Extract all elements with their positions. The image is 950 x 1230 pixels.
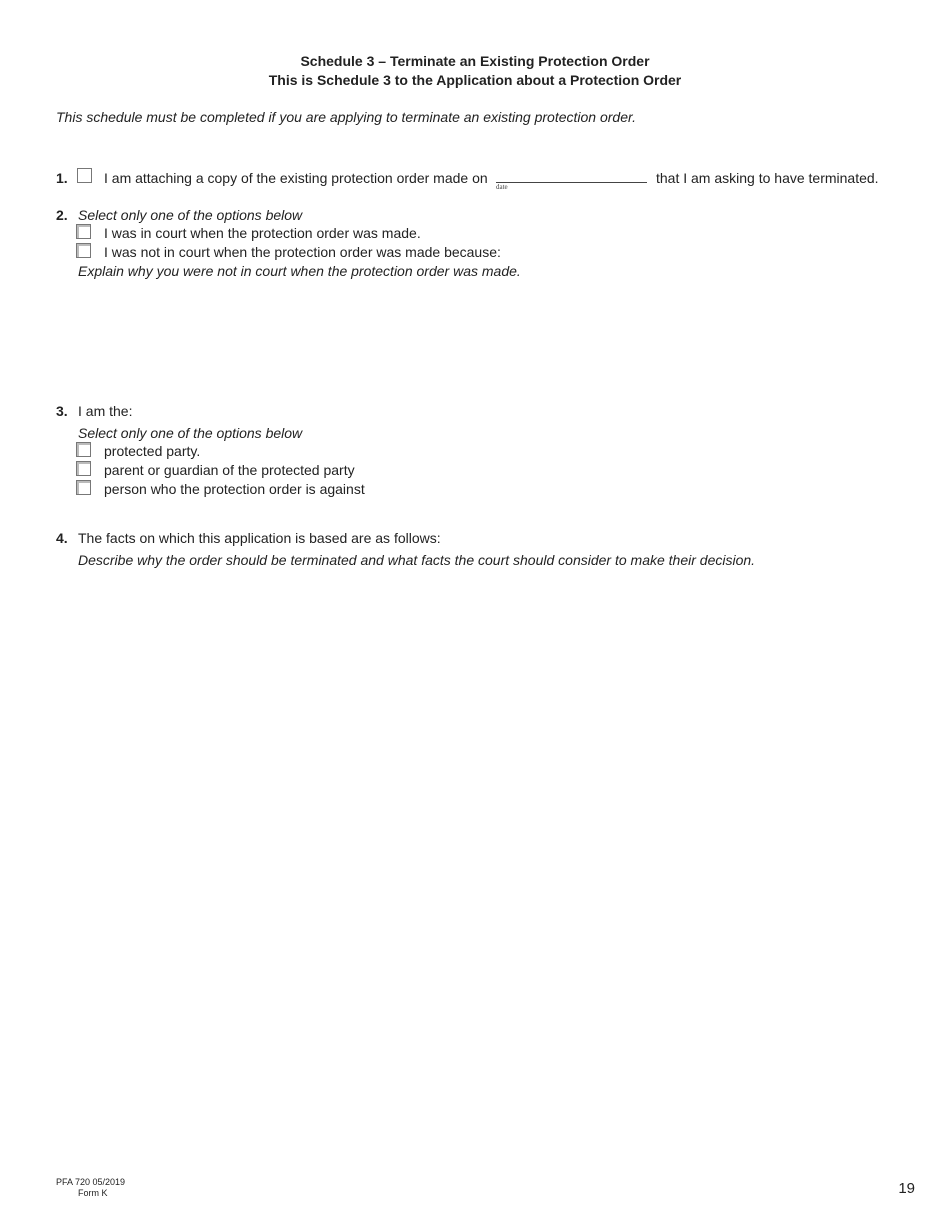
q1-number: 1. xyxy=(56,170,68,186)
q4-number: 4. xyxy=(56,530,68,546)
q4-facts-area[interactable] xyxy=(78,575,898,1155)
q2-option-not-in-court-checkbox[interactable] xyxy=(76,243,91,258)
q1-date-field[interactable] xyxy=(496,182,647,183)
q2-option-in-court-checkbox[interactable] xyxy=(76,224,91,239)
q3-respondent-checkbox[interactable] xyxy=(76,480,91,495)
q1-attach-checkbox[interactable] xyxy=(77,168,92,183)
q3-number: 3. xyxy=(56,403,68,419)
schedule-title: Schedule 3 – Terminate an Existing Protection Order xyxy=(300,53,650,69)
q2-option-in-court-label: I was in court when the protection order was made. xyxy=(104,225,421,241)
q3-label: I am the: xyxy=(78,403,133,419)
schedule-subtitle: This is Schedule 3 to the Application about a Protection Order xyxy=(268,72,682,88)
q1-date-label: date xyxy=(496,183,508,191)
q2-instruction: Select only one of the options below xyxy=(78,207,303,223)
q3-protected-party-checkbox[interactable] xyxy=(76,442,91,457)
q3-parent-guardian-checkbox[interactable] xyxy=(76,461,91,476)
q3-respondent-label: person who the protection order is against xyxy=(104,481,365,497)
intro-text: This schedule must be completed if you are applying to terminate an existing protection order. xyxy=(56,109,637,125)
q1-text-after: that I am asking to have terminated. xyxy=(656,170,879,186)
q3-instruction: Select only one of the options below xyxy=(78,425,303,441)
form-name: Form K xyxy=(78,1188,108,1198)
q1-text-before: I am attaching a copy of the existing protection order made on xyxy=(104,170,488,186)
q4-label: The facts on which this application is based are as follows: xyxy=(78,530,441,546)
q2-number: 2. xyxy=(56,207,68,223)
page-number: 19 xyxy=(898,1180,915,1197)
q2-explain-area[interactable] xyxy=(78,282,898,392)
q2-option-not-in-court-label: I was not in court when the protection order was made because: xyxy=(104,244,501,260)
form-code: PFA 720 05/2019 xyxy=(56,1177,126,1187)
q3-parent-guardian-label: parent or guardian of the protected party xyxy=(104,462,355,478)
q4-instruction: Describe why the order should be terminated and what facts the court should consider to make their decision. xyxy=(78,552,756,568)
q2-explain-instruction: Explain why you were not in court when the protection order was made. xyxy=(78,263,521,279)
q3-protected-party-label: protected party. xyxy=(104,443,201,459)
